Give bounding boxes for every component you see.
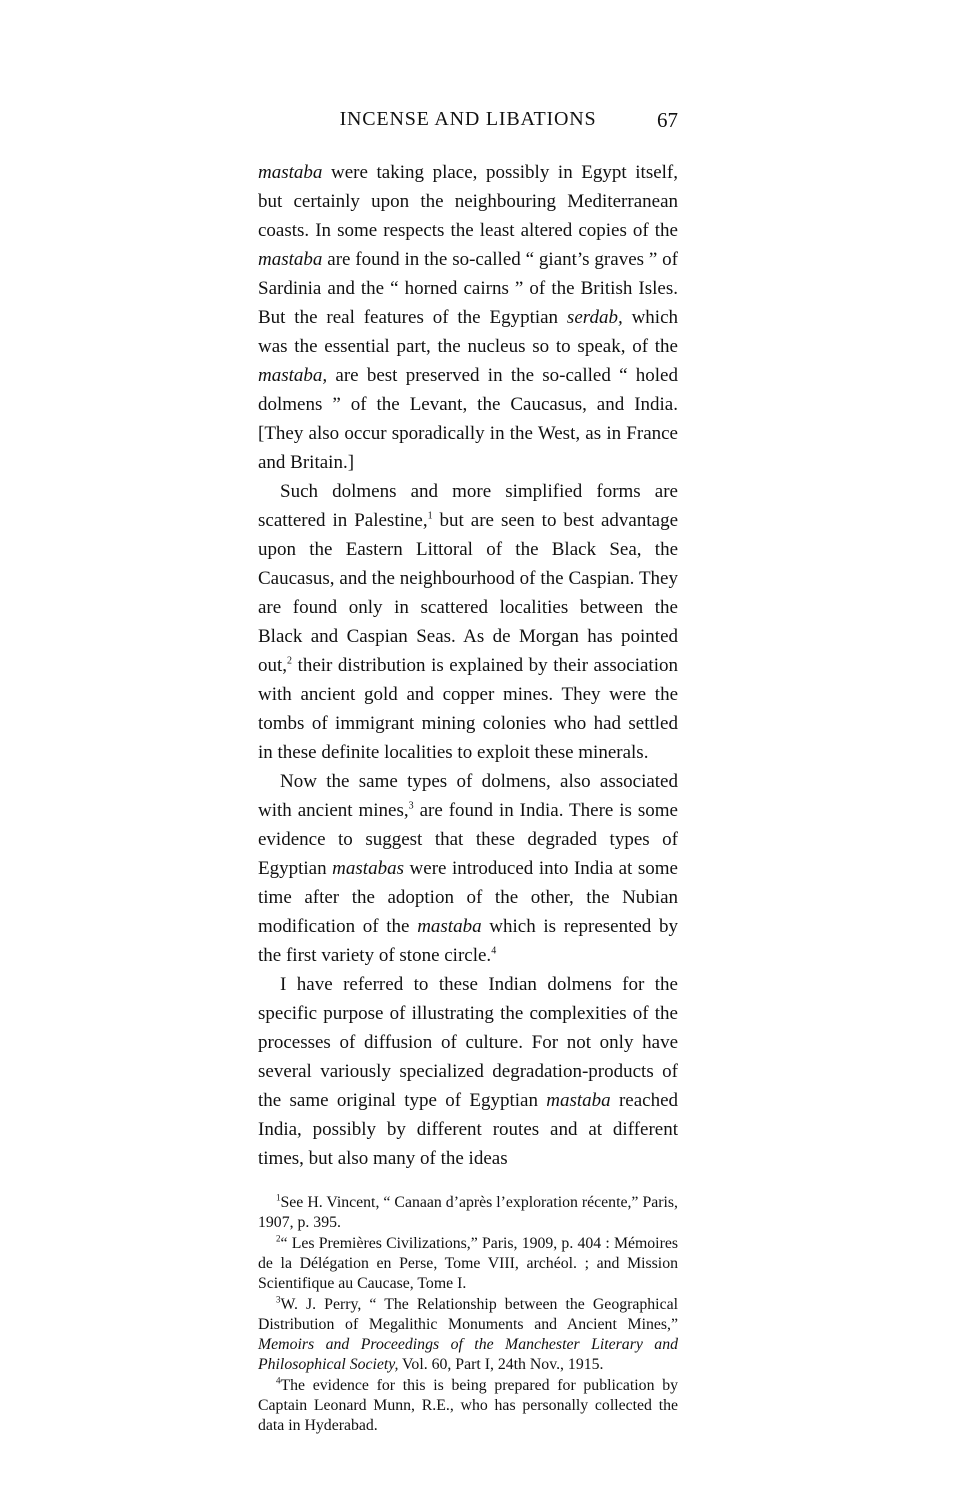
footnote-marker: 2: [276, 1233, 281, 1244]
footnotes: [258, 1193, 678, 1436]
italic-text: mastaba: [258, 162, 323, 183]
running-title: INCENSE AND LIBATIONS: [339, 108, 597, 130]
footnote: [258, 1234, 678, 1294]
text-segment: their distribution is explained by their association with ancient gold and copper mines. They were the tombs of immigrant mining colonies who had settled in these definite localities to exploit these minerals.: [258, 655, 678, 763]
italic-text: mastaba: [546, 1090, 611, 1111]
footnote-reference: 1: [427, 510, 433, 522]
book-page: [258, 108, 678, 1437]
paragraph: [258, 767, 678, 970]
text-segment: are best preserved in the so-called “ holed dolmens ” of the Levant, the Caucasus, and India. [They also occur sporadically in the West, as in France and Britain.]: [258, 365, 678, 473]
footnote-marker: 3: [276, 1294, 281, 1305]
text-segment: but are seen to best advantage upon the Eastern Littoral of the Black Sea, the Caucasus, and the neighbourhood of the Caspian. They are found only in scattered localities between the Black and Caspian Seas. As de Morgan has pointed out,: [258, 510, 678, 676]
text-segment: were introduced into India at some time after the adoption of the other, the Nubian modification of the: [258, 858, 678, 937]
running-head: [258, 108, 678, 142]
paragraph: [258, 477, 678, 767]
footnote-reference: 2: [287, 655, 293, 667]
text-segment: are found in the so-called “ giant’s graves ” of Sardinia and the “ horned cairns ” of the British Isles. But the real features of the Egyptian: [258, 249, 678, 328]
italic-text: mastaba,: [258, 365, 328, 386]
footnote: [258, 1295, 678, 1375]
text-segment: I have referred to these Indian dolmens for the specific purpose of illustrating the complexities of the processes of diffusion of culture. For not only have several variously specialized degradation-products of the same original type of Egyptian: [258, 974, 678, 1111]
text-segment: “ Les Premières Civilizations,” Paris, 1909, p. 404 : Mémoires de la Délégation en Perse, Tome VIII, archéol. ; and Mission Scientifique au Caucase, Tome I.: [258, 1235, 678, 1292]
footnote-reference: 4: [491, 945, 497, 957]
italic-text: mastaba: [417, 916, 482, 937]
italic-text: mastaba: [258, 249, 323, 270]
page-number: 67: [657, 108, 678, 132]
paragraph: [258, 970, 678, 1173]
body-text: [258, 158, 678, 1173]
footnote-marker: 4: [276, 1375, 281, 1386]
footnote: [258, 1193, 678, 1233]
text-segment: W. J. Perry, “ The Relationship between the Geographical Distribution of Megalithic Monuments and Ancient Mines,”: [258, 1296, 678, 1333]
text-segment: Now the same types of dolmens, also associated with ancient mines,: [258, 771, 678, 821]
text-segment: See H. Vincent, “ Canaan d’après l’exploration récente,” Paris, 1907, p. 395.: [258, 1194, 678, 1231]
text-segment: Such dolmens and more simplified forms are scattered in Palestine,: [258, 481, 678, 531]
italic-text: serdab,: [566, 307, 623, 328]
paragraph: [258, 158, 678, 477]
text-segment: which was the essential part, the nucleus so to speak, of the: [258, 307, 678, 357]
italic-text: Memoirs and Proceedings of the Manchester Literary and Philosophical Society,: [258, 1336, 678, 1373]
text-segment: which is represented by the first variety of stone circle.: [258, 916, 678, 966]
text-segment: reached India, possibly by different routes and at different times, but also many of the ideas: [258, 1090, 679, 1169]
text-segment: were taking place, possibly in Egypt itself, but certainly upon the neighbouring Mediterranean coasts. In some respects the least altered copies of the: [258, 162, 678, 241]
footnote: [258, 1376, 678, 1436]
footnote-marker: 1: [276, 1192, 281, 1203]
text-segment: are found in India. There is some evidence to suggest that these degraded types of Egyptian: [258, 800, 678, 879]
italic-text: mastabas: [332, 858, 404, 879]
text-segment: Vol. 60, Part I, 24th Nov., 1915.: [398, 1356, 604, 1373]
text-segment: The evidence for this is being prepared for publication by Captain Leonard Munn, R.E., who has personally collected the data in Hyderabad.: [258, 1377, 678, 1434]
footnote-reference: 3: [408, 800, 414, 812]
